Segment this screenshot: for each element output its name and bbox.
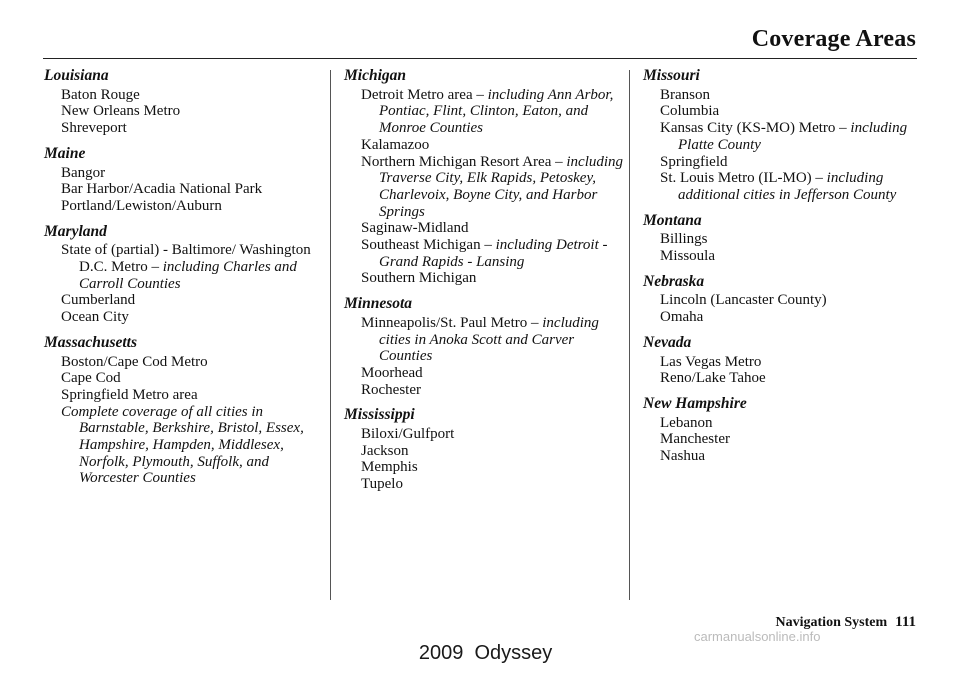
coverage-area — [44, 354, 324, 371]
coverage-area — [344, 220, 624, 237]
coverage-area — [643, 292, 923, 309]
coverage-area — [643, 309, 923, 326]
area-note: Complete coverage of all cities in Barnstable, Berkshire, Bristol, Essex, Hampshire, Hampden, Middlesex, Norfolk, Plymouth, Suffolk, and Worcester Counties — [61, 403, 304, 487]
coverage-area — [44, 242, 324, 292]
area-note: including Ann Arbor, Pontiac, Flint, Clinton, Eaton, and Monroe Counties — [379, 86, 614, 137]
coverage-area — [344, 382, 624, 399]
coverage-area — [44, 120, 324, 137]
area-name: Nashua — [660, 448, 705, 465]
area-name: Billings — [660, 231, 708, 248]
coverage-area — [44, 87, 324, 104]
area-name: Tupelo — [361, 476, 403, 493]
coverage-area — [344, 459, 624, 476]
coverage-area — [643, 103, 923, 120]
coverage-area — [643, 415, 923, 432]
coverage-area — [44, 181, 324, 198]
coverage-area — [344, 87, 624, 137]
watermark-site: carmanualsonline.info — [694, 629, 821, 644]
area-name: Springfield Metro area — [61, 386, 198, 403]
column-divider — [629, 70, 630, 600]
coverage-area — [344, 315, 624, 365]
area-note: including Platte County — [678, 120, 908, 153]
coverage-area — [344, 154, 624, 221]
area-name: Ocean City — [61, 309, 129, 326]
area-name: Boston/Cape Cod Metro — [61, 353, 208, 370]
area-name: Rochester — [361, 381, 421, 398]
coverage-area — [344, 270, 624, 287]
area-name: Kalamazoo — [361, 136, 430, 153]
state-heading: Minnesota — [344, 295, 413, 313]
watermark — [0, 619, 960, 688]
coverage-area — [44, 309, 324, 326]
area-name: Portland/Lewiston/Auburn — [61, 197, 222, 214]
watermark-text: 2009 Odyssey — [418, 642, 553, 664]
coverage-area — [643, 120, 923, 153]
coverage-area — [643, 448, 923, 465]
column-3 — [643, 68, 923, 465]
coverage-area — [44, 165, 324, 182]
area-name: Biloxi/Gulfport — [361, 426, 455, 443]
coverage-area — [344, 237, 624, 270]
coverage-area — [344, 476, 624, 493]
area-note: including Detroit - Grand Rapids - Lansing — [379, 237, 608, 270]
area-name: St. Louis Metro (IL-MO) – — [660, 170, 827, 187]
area-name: Cape Cod — [61, 370, 121, 387]
coverage-area — [344, 426, 624, 443]
coverage-area — [643, 170, 923, 203]
coverage-area — [44, 198, 324, 215]
coverage-area — [643, 231, 923, 248]
coverage-area — [643, 87, 923, 104]
footer-section: Navigation System — [775, 615, 888, 630]
area-name: New Orleans Metro — [61, 103, 181, 120]
state-heading: Maine — [44, 144, 86, 162]
page-number: 111 — [895, 614, 916, 630]
area-name: Shreveport — [61, 120, 127, 137]
coverage-area — [344, 365, 624, 382]
coverage-area — [44, 292, 324, 309]
area-name: Saginaw-Midland — [361, 220, 469, 237]
area-name: Las Vegas Metro — [660, 353, 762, 370]
area-name: Southeast Michigan – — [361, 237, 496, 254]
state-heading: Massachusetts — [44, 333, 138, 351]
coverage-area — [643, 431, 923, 448]
area-note: including additional cities in Jefferson County — [678, 170, 897, 203]
area-name: Baton Rouge — [61, 86, 140, 103]
state-heading: Louisiana — [44, 67, 109, 84]
area-name: Reno/Lake Tahoe — [660, 370, 766, 387]
coverage-area — [44, 370, 324, 387]
area-name: Moorhead — [361, 364, 423, 381]
coverage-area — [344, 137, 624, 154]
coverage-area — [643, 370, 923, 387]
coverage-area — [44, 387, 324, 404]
area-name: Missoula — [660, 248, 716, 265]
area-name: Northern Michigan Resort Area – — [361, 153, 567, 170]
state-heading: New Hampshire — [643, 394, 747, 412]
state-heading: Missouri — [643, 67, 700, 84]
area-note: including Charles and Carroll Counties — [79, 259, 297, 292]
area-name: Kansas City (KS-MO) Metro – — [660, 120, 851, 137]
area-name: Omaha — [660, 309, 704, 326]
area-name: State of (partial) - Baltimore/ Washington D.C. Metro – — [61, 242, 311, 276]
coverage-area — [44, 103, 324, 120]
area-note: including cities in Anoka Scott and Carver Counties — [379, 314, 599, 365]
page-title: Coverage Areas — [751, 26, 916, 52]
coverage-area — [643, 354, 923, 371]
column-divider — [330, 70, 331, 600]
area-name: Columbia — [660, 103, 720, 120]
state-heading: Maryland — [44, 222, 107, 240]
column-2 — [344, 68, 624, 493]
coverage-area — [643, 154, 923, 171]
area-name: Bangor — [61, 164, 106, 181]
area-note: including Traverse City, Elk Rapids, Petoskey, Charlevoix, Boyne City, and Harbor Springs — [379, 153, 624, 220]
area-name: Southern Michigan — [361, 270, 477, 287]
coverage-area — [44, 404, 324, 488]
area-name: Lebanon — [660, 414, 713, 431]
area-name: Cumberland — [61, 292, 136, 309]
state-heading: Montana — [643, 211, 702, 229]
area-name: Springfield — [660, 153, 728, 170]
area-name: Bar Harbor/Acadia National Park — [61, 181, 263, 198]
area-name: Detroit Metro area – — [361, 86, 488, 103]
coverage-area — [344, 443, 624, 460]
area-name: Manchester — [660, 431, 730, 448]
area-name: Memphis — [361, 459, 418, 476]
state-heading: Mississippi — [344, 406, 415, 424]
area-name: Branson — [660, 86, 710, 103]
header-rule — [43, 58, 917, 59]
column-1 — [44, 68, 324, 487]
state-heading: Michigan — [344, 67, 407, 84]
coverage-area — [643, 248, 923, 265]
area-name: Jackson — [361, 442, 409, 459]
state-heading: Nevada — [643, 333, 692, 351]
area-name: Lincoln (Lancaster County) — [660, 292, 827, 309]
area-name: Minneapolis/St. Paul Metro – — [361, 314, 543, 331]
state-heading: Nebraska — [643, 272, 705, 290]
